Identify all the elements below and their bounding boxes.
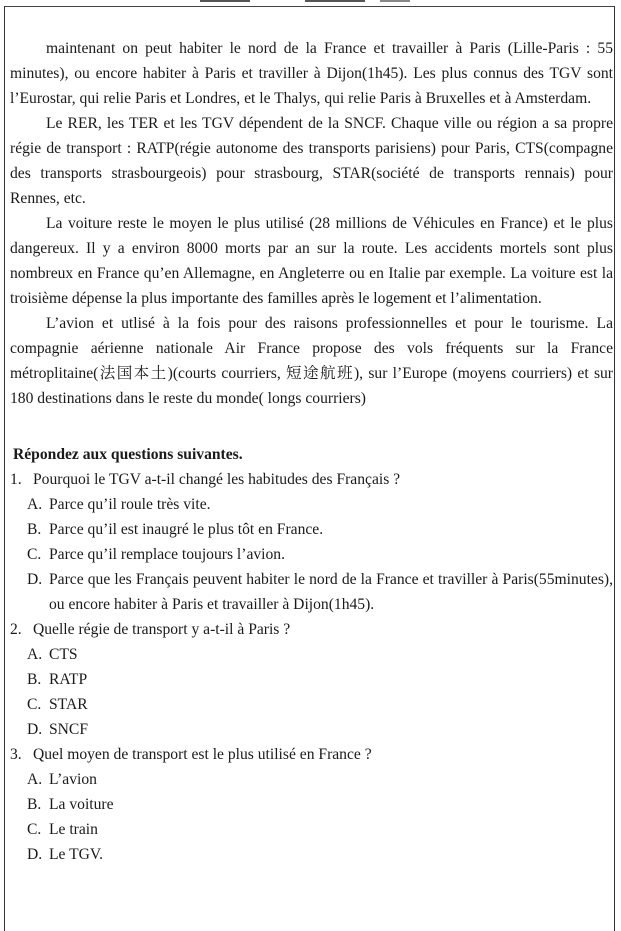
question-stem [10,742,613,767]
option-letter: D. [27,721,43,738]
header-fragment [380,0,410,2]
option-text: Le TGV. [49,846,103,863]
answer-option [27,667,613,692]
passage-paragraph: La voiture reste le moyen le plus utilisé (28 millions de Véhicules en France) et le plus dangereux. Il y a environ 8000 morts par an sur la route. Les accidents mortels sont plus nombreux en France qu’en Allemagne, en Angleterre ou en Italie par exemple. La voiture est la troisième dépense la plus importante des familles après le logement et l’alimentation. [10,215,613,307]
header-fragment [200,0,250,2]
option-letter: D. [27,846,43,863]
question-stem [10,467,613,492]
option-letter: B. [27,671,42,688]
answer-option [27,542,613,567]
option-letter: D. [27,571,43,588]
question-text: Pourquoi le TGV a-t-il changé les habitudes des Français ? [33,471,401,488]
question-stem [10,617,613,642]
question-1 [10,467,613,617]
question-number: 2. [10,621,22,638]
passage-paragraph: L’avion et utlisé à la fois pour des raisons professionnelles et pour le tourisme. La compagnie aérienne nationale Air France propose des vols fréquents sur la France métroplitaine(法国本土)(courts courriers, 短途航班), sur l’Europe (moyens courriers) et sur 180 destinations dans le reste du monde( longs courriers) [10,315,613,407]
answer-option [27,642,613,667]
option-text: Parce qu’il roule très vite. [49,496,211,513]
question-text: Quelle régie de transport y a-t-il à Paris ? [33,621,291,638]
option-text: Parce qu’il remplace toujours l’avion. [49,546,285,563]
answer-option [27,717,613,742]
option-letter: C. [27,546,42,563]
option-letter: C. [27,696,42,713]
option-text: RATP [49,671,88,688]
option-text: Parce qu’il est inaugré le plus tôt en France. [49,521,324,538]
option-letter: C. [27,821,42,838]
answer-option [27,817,613,842]
option-letter: B. [27,521,42,538]
answer-option [27,517,613,542]
answer-option [27,567,613,617]
reading-passage [10,36,613,411]
question-number: 1. [10,471,22,488]
option-text: SNCF [49,721,89,738]
questions-heading: Répondez aux questions suivantes. [13,446,243,463]
option-letter: A. [27,496,43,513]
answer-option [27,767,613,792]
question-text: Quel moyen de transport est le plus utilisé en France ? [33,746,372,763]
option-letter: B. [27,796,42,813]
answer-option [27,792,613,817]
option-letter: A. [27,646,43,663]
option-text: La voiture [49,796,114,813]
question-3 [10,742,613,867]
question-2 [10,617,613,742]
option-text: STAR [49,696,88,713]
answer-option [27,842,613,867]
question-list [10,467,613,867]
answer-option [27,492,613,517]
passage-paragraph: Le RER, les TER et les TGV dépendent de la SNCF. Chaque ville ou région a sa propre régie de transport : RATP(régie autonome des transports parisiens) pour Paris, CTS(compagne des transports strasbourgeois) pour strasbourg, STAR(société de transports rennais) pour Rennes, etc. [10,115,613,207]
option-text: Le train [49,821,98,838]
passage-paragraph: maintenant on peut habiter le nord de la France et travailler à Paris (Lille-Paris : 55 minutes), ou encore habiter à Paris et traviller à Dijon(1h45). Les plus connus des TGV sont l’Eurostar, qui relie Paris et Londres, et le Thalys, qui relie Paris à Bruxelles et à Amsterdam. [10,40,613,107]
question-number: 3. [10,746,22,763]
option-text: Parce que les Français peuvent habiter le nord de la France et traviller à Paris(55minutes), ou encore habiter à Paris et travailler à Dijon(1h45). [49,571,613,613]
option-text: L’avion [49,771,97,788]
answer-option [27,692,613,717]
document-body [10,36,613,867]
option-letter: A. [27,771,43,788]
option-text: CTS [49,646,78,663]
header-fragment [305,0,365,2]
